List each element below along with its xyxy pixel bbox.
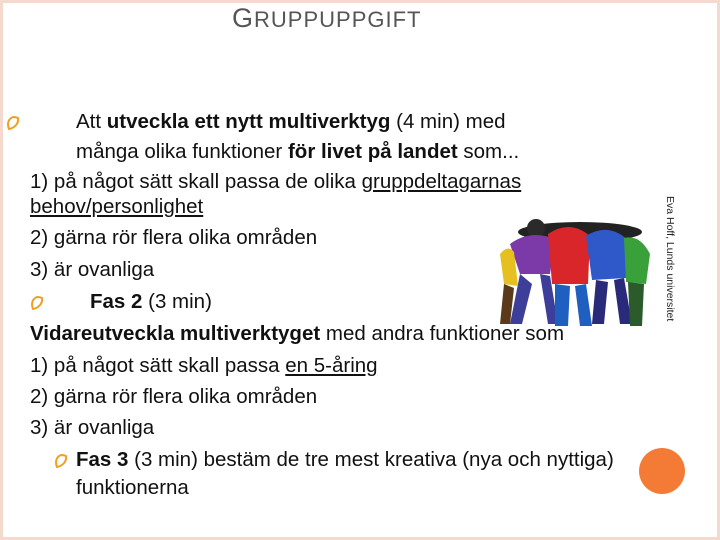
item-2: 2) gärna rör flera olika områden xyxy=(30,226,318,249)
slide-title: GRUPPUPPGIFT xyxy=(232,3,422,33)
accent-circle xyxy=(639,448,685,494)
leaf-bullet-icon xyxy=(30,296,44,310)
item-m2: 2) gärna rör flera olika områden xyxy=(30,385,318,408)
item-m1: 1) på något sätt skall passa en 5-åring xyxy=(30,354,378,377)
leaf-bullet-icon xyxy=(6,116,20,130)
side-credit: Eva Hoff, Lunds universitet xyxy=(664,196,676,322)
para-intro-line1: Att utveckla ett nytt multiverktyg (4 min) med xyxy=(76,110,506,133)
leaf-bullet-icon xyxy=(54,454,68,468)
fas3-line2: funktionerna xyxy=(76,476,189,499)
item-1-line2: behov/personlighet xyxy=(30,195,204,218)
vidareutveckla-line: Vidareutveckla multiverktyget med andra funktioner som xyxy=(30,322,565,345)
item-m3: 3) är ovanliga xyxy=(30,416,155,439)
fas2-heading: Fas 2 (3 min) xyxy=(90,290,212,313)
para-intro-line2: många olika funktioner för livet på landet som... xyxy=(76,140,520,163)
group-huddle-clipart xyxy=(500,214,660,334)
item-1-line1: 1) på något sätt skall passa de olika gruppdeltagarnas xyxy=(30,170,522,193)
fas3-line1: Fas 3 (3 min) bestäm de tre mest kreativa (nya och nyttiga) xyxy=(76,448,614,471)
item-3: 3) är ovanliga xyxy=(30,258,155,281)
